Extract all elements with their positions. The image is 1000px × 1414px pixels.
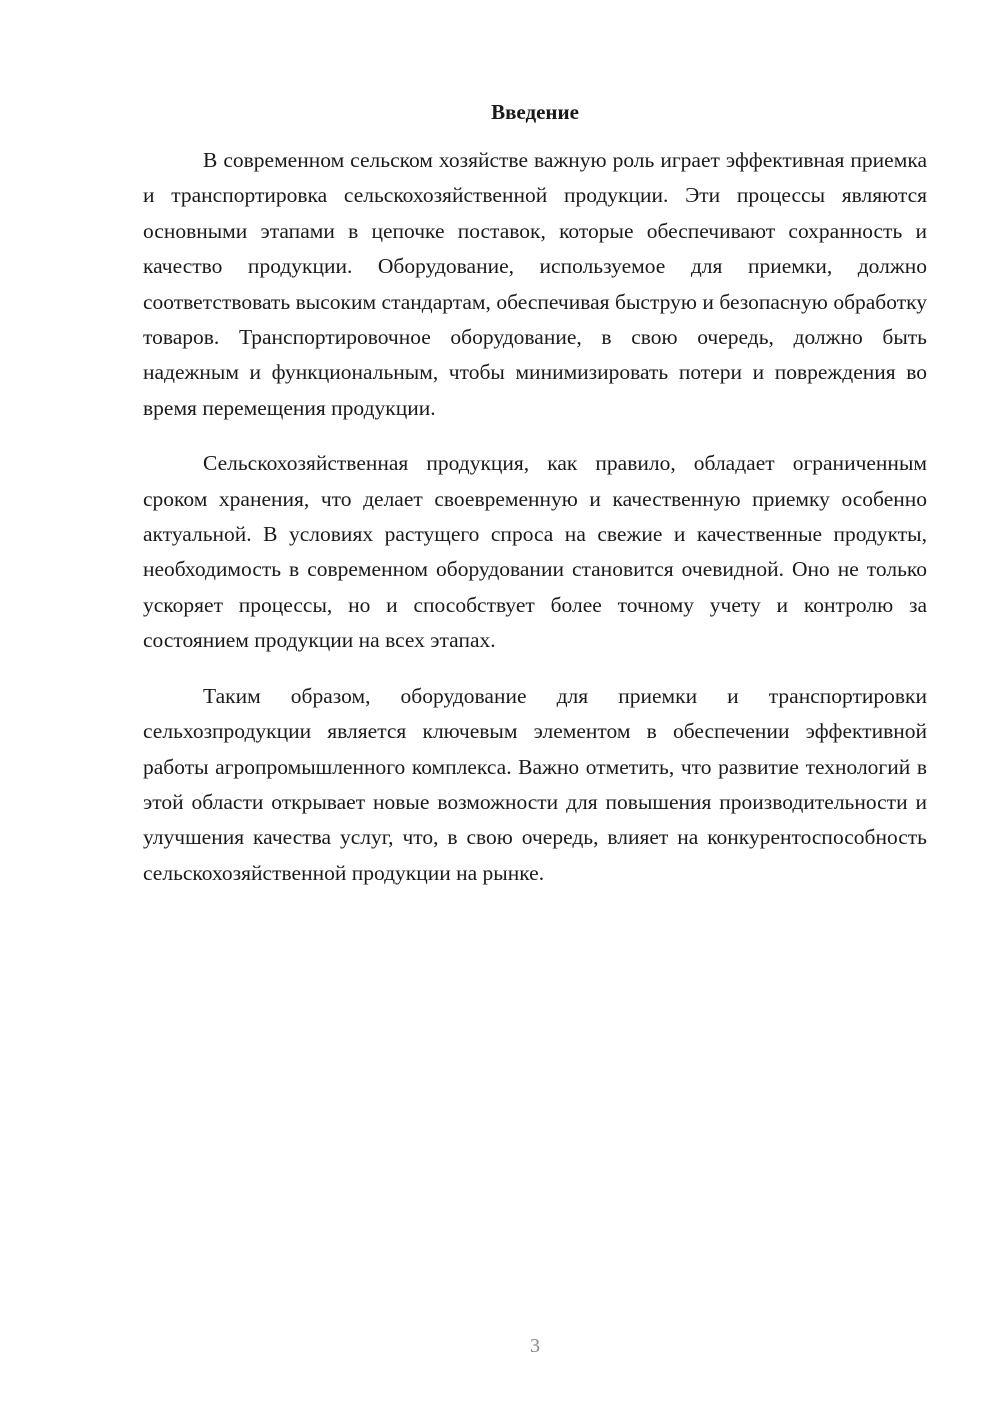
page-number: 3 bbox=[530, 1335, 540, 1357]
paragraph-1: В современном сельском хозяйстве важную роль играет эффективная приемка и транспортировка сельскохозяйственной продукции. Эти процессы являются основными этапами в цепочке поставок, которые обеспечивают сохранность и качество продукции. Оборудование, используемое для приемки, должно соответствовать высоким стандартам, обеспечивая быструю и безопасную обработку товаров. Транспортировочное оборудование, в свою очередь, должно быть надежным и функциональным, чтобы минимизировать потери и повреждения во время перемещения продукции. bbox=[143, 148, 927, 420]
paragraph-2: Сельскохозяйственная продукция, как правило, обладает ограниченным сроком хранения, что делает своевременную и качественную приемку особенно актуальной. В условиях растущего спроса на свежие и качественные продукты, необходимость в современном оборудовании становится очевидной. Оно не только ускоряет процессы, но и способствует более точному учету и контролю за состоянием продукции на всех этапах. bbox=[143, 451, 927, 653]
document-body bbox=[143, 143, 927, 911]
paragraph-3: Таким образом, оборудование для приемки и транспортировки сельхозпродукции является ключевым элементом в обеспечении эффективной работы агропромышленного комплекса. Важно отметить, что развитие технологий в этой области открывает новые возможности для повышения производительности и улучшения качества услуг, что, в свою очередь, влияет на конкурентоспособность сельскохозяйственной продукции на рынке. bbox=[143, 683, 927, 885]
page-title: Введение bbox=[491, 100, 579, 124]
